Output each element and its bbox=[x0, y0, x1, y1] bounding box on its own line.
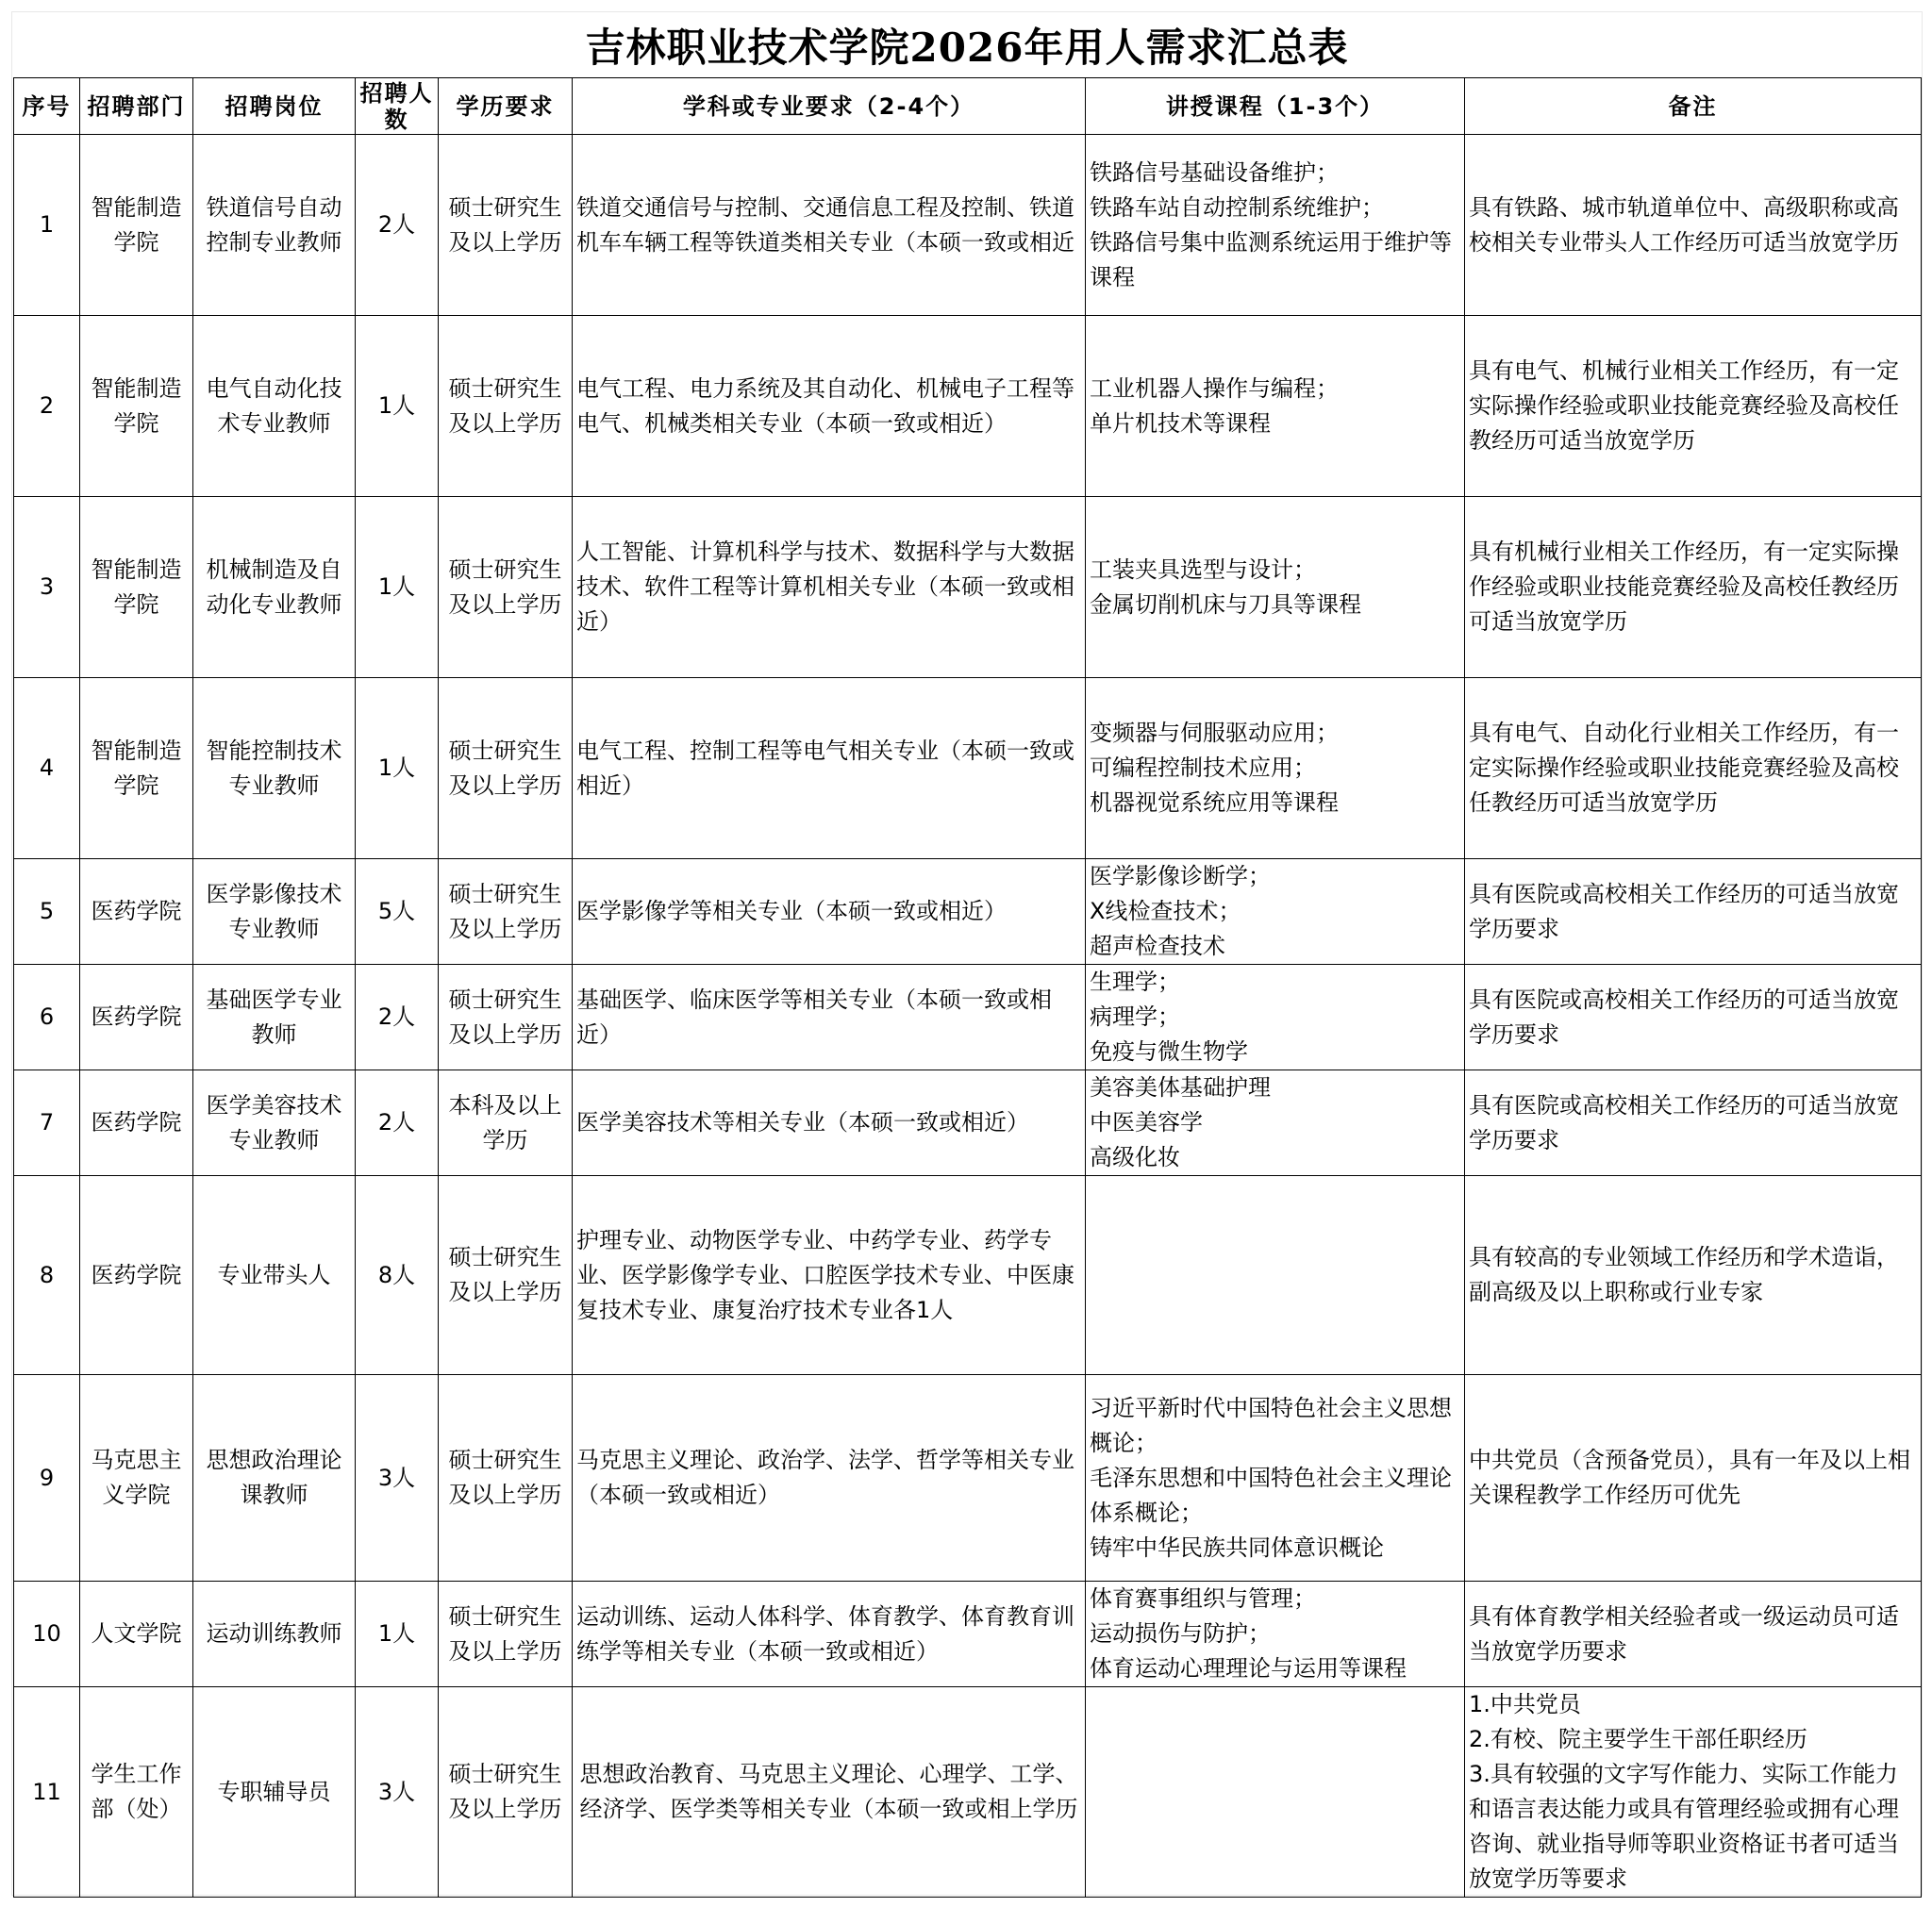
dept-cell: 医药学院 bbox=[80, 1070, 193, 1176]
note-cell: 具有医院或高校相关工作经历的可适当放宽学历要求 bbox=[1465, 1070, 1922, 1176]
recruitment-table bbox=[13, 77, 1922, 1898]
note-cell bbox=[1465, 1687, 1922, 1898]
course-line: 美容美体基础护理 bbox=[1090, 1074, 1271, 1101]
header-edu: 学历要求 bbox=[439, 78, 573, 135]
table-row bbox=[14, 1070, 1922, 1176]
course-line: 工装夹具选型与设计； bbox=[1090, 556, 1316, 583]
course-line: 工业机器人操作与编程； bbox=[1090, 374, 1339, 402]
count-cell: 1人 bbox=[356, 1582, 439, 1687]
count-cell: 3人 bbox=[356, 1375, 439, 1582]
course-line: 铁路信号基础设备维护； bbox=[1090, 158, 1339, 186]
table-row bbox=[14, 1375, 1922, 1582]
note-cell: 具有机械行业相关工作经历，有一定实际操作经验或职业技能竞赛经验及高校任教经历可适当放宽学历 bbox=[1465, 497, 1922, 678]
edu-cell: 硕士研究生及以上学历 bbox=[439, 1176, 573, 1375]
count-cell: 1人 bbox=[356, 316, 439, 497]
course-line: 病理学； bbox=[1090, 1003, 1180, 1030]
course-cell bbox=[1086, 678, 1465, 859]
note-cell: 具有较高的专业领域工作经历和学术造诣，副高级及以上职称或行业专家 bbox=[1465, 1176, 1922, 1375]
course-line: 铸牢中华民族共同体意识概论 bbox=[1090, 1534, 1384, 1561]
note-cell: 中共党员（含预备党员），具有一年及以上相关课程教学工作经历可优先 bbox=[1465, 1375, 1922, 1582]
row-number: 5 bbox=[14, 859, 80, 965]
major-cell: 护理专业、动物医学专业、中药学专业、药学专业、医学影像学专业、口腔医学技术专业、中医康复技术专业、康复治疗技术专业各1人 bbox=[573, 1176, 1086, 1375]
course-line: 中医美容学 bbox=[1090, 1109, 1203, 1136]
count-cell: 5人 bbox=[356, 859, 439, 965]
row-number: 1 bbox=[14, 135, 80, 316]
edu-cell: 本科及以上学历 bbox=[439, 1070, 573, 1176]
edu-cell: 硕士研究生及以上学历 bbox=[439, 678, 573, 859]
row-number: 10 bbox=[14, 1582, 80, 1687]
course-line: 毛泽东思想和中国特色社会主义理论体系概论； bbox=[1090, 1464, 1452, 1526]
major-cell: 人工智能、计算机科学与技术、数据科学与大数据技术、软件工程等计算机相关专业（本硕一致或相近） bbox=[573, 497, 1086, 678]
course-line: 医学影像诊断学； bbox=[1090, 863, 1271, 889]
course-line: 金属切削机床与刀具等课程 bbox=[1090, 590, 1361, 618]
dept-cell: 智能制造学院 bbox=[80, 316, 193, 497]
course-line: 习近平新时代中国特色社会主义思想概论； bbox=[1090, 1394, 1452, 1456]
table-row bbox=[14, 1687, 1922, 1898]
course-cell bbox=[1086, 1070, 1465, 1176]
post-cell: 电气自动化技术专业教师 bbox=[193, 316, 356, 497]
course-cell bbox=[1086, 965, 1465, 1070]
dept-cell: 学生工作部（处） bbox=[80, 1687, 193, 1898]
note-line: 1.中共党员 bbox=[1469, 1691, 1581, 1717]
dept-cell: 智能制造学院 bbox=[80, 135, 193, 316]
edu-cell: 硕士研究生及以上学历 bbox=[439, 1375, 573, 1582]
edu-cell: 硕士研究生及以上学历 bbox=[439, 316, 573, 497]
note-cell: 具有体育教学相关经验者或一级运动员可适当放宽学历要求 bbox=[1465, 1582, 1922, 1687]
dept-cell: 医药学院 bbox=[80, 859, 193, 965]
course-cell bbox=[1086, 1375, 1465, 1582]
dept-cell: 马克思主义学院 bbox=[80, 1375, 193, 1582]
course-line: 体育运动心理理论与运用等课程 bbox=[1090, 1655, 1407, 1682]
course-line: 单片机技术等课程 bbox=[1090, 409, 1271, 437]
header-dept: 招聘部门 bbox=[80, 78, 193, 135]
row-number: 2 bbox=[14, 316, 80, 497]
post-cell: 医学美容技术专业教师 bbox=[193, 1070, 356, 1176]
header-count: 招聘人数 bbox=[356, 78, 439, 135]
table-row bbox=[14, 497, 1922, 678]
dept-cell: 智能制造学院 bbox=[80, 678, 193, 859]
table-row bbox=[14, 859, 1922, 965]
table-row bbox=[14, 965, 1922, 1070]
major-cell: 电气工程、控制工程等电气相关专业（本硕一致或相近） bbox=[573, 678, 1086, 859]
post-cell: 专业带头人 bbox=[193, 1176, 356, 1375]
note-cell: 具有医院或高校相关工作经历的可适当放宽学历要求 bbox=[1465, 965, 1922, 1070]
major-cell: 铁道交通信号与控制、交通信息工程及控制、铁道机车车辆工程等铁道类相关专业（本硕一致或相近 bbox=[573, 135, 1086, 316]
page-title: 吉林职业技术学院2026年用人需求汇总表 bbox=[585, 25, 1349, 71]
course-cell bbox=[1086, 497, 1465, 678]
count-cell: 2人 bbox=[356, 965, 439, 1070]
course-line: 机器视觉系统应用等课程 bbox=[1090, 789, 1339, 816]
dept-cell: 医药学院 bbox=[80, 965, 193, 1070]
edu-cell: 硕士研究生及以上学历 bbox=[439, 859, 573, 965]
post-cell: 专职辅导员 bbox=[193, 1687, 356, 1898]
table-row bbox=[14, 316, 1922, 497]
edu-cell: 硕士研究生及以上学历 bbox=[439, 1582, 573, 1687]
count-cell: 8人 bbox=[356, 1176, 439, 1375]
course-cell bbox=[1086, 859, 1465, 965]
course-cell bbox=[1086, 1176, 1465, 1375]
course-line: 可编程控制技术应用； bbox=[1090, 755, 1316, 781]
course-line: 变频器与伺服驱动应用； bbox=[1090, 720, 1339, 746]
header-no: 序号 bbox=[14, 78, 80, 135]
row-number: 7 bbox=[14, 1070, 80, 1176]
course-cell bbox=[1086, 135, 1465, 316]
header-row bbox=[14, 78, 1922, 135]
edu-cell: 硕士研究生及以上学历 bbox=[439, 497, 573, 678]
dept-cell: 医药学院 bbox=[80, 1176, 193, 1375]
course-cell bbox=[1086, 1582, 1465, 1687]
course-line: 免疫与微生物学 bbox=[1090, 1038, 1248, 1065]
course-line: 高级化妆 bbox=[1090, 1144, 1180, 1170]
edu-cell: 硕士研究生及以上学历 bbox=[439, 135, 573, 316]
major-cell: 基础医学、临床医学等相关专业（本硕一致或相近） bbox=[573, 965, 1086, 1070]
course-line: X线检查技术； bbox=[1090, 898, 1241, 924]
major-cell: 医学美容技术等相关专业（本硕一致或相近） bbox=[573, 1070, 1086, 1176]
note-cell: 具有铁路、城市轨道单位中、高级职称或高校相关专业带头人工作经历可适当放宽学历 bbox=[1465, 135, 1922, 316]
row-number: 3 bbox=[14, 497, 80, 678]
edu-cell: 硕士研究生及以上学历 bbox=[439, 965, 573, 1070]
post-cell: 智能控制技术专业教师 bbox=[193, 678, 356, 859]
row-number: 9 bbox=[14, 1375, 80, 1582]
post-cell: 铁道信号自动控制专业教师 bbox=[193, 135, 356, 316]
course-cell bbox=[1086, 316, 1465, 497]
post-cell: 思想政治理论课教师 bbox=[193, 1375, 356, 1582]
post-cell: 基础医学专业教师 bbox=[193, 965, 356, 1070]
note-line: 2.有校、院主要学生干部任职经历 bbox=[1469, 1726, 1807, 1752]
course-line: 运动损伤与防护； bbox=[1090, 1620, 1271, 1647]
row-number: 8 bbox=[14, 1176, 80, 1375]
row-number: 11 bbox=[14, 1687, 80, 1898]
header-course: 讲授课程（1-3个） bbox=[1086, 78, 1465, 135]
post-cell: 医学影像技术专业教师 bbox=[193, 859, 356, 965]
table-row bbox=[14, 678, 1922, 859]
course-line: 铁路车站自动控制系统维护； bbox=[1090, 193, 1384, 221]
table-row bbox=[14, 1176, 1922, 1375]
dept-cell: 人文学院 bbox=[80, 1582, 193, 1687]
count-cell: 3人 bbox=[356, 1687, 439, 1898]
major-cell: 思想政治教育、马克思主义理论、心理学、工学、经济学、医学类等相关专业（本硕一致或相上学历 bbox=[573, 1687, 1086, 1898]
row-number: 4 bbox=[14, 678, 80, 859]
count-cell: 1人 bbox=[356, 497, 439, 678]
course-line: 体育赛事组织与管理； bbox=[1090, 1585, 1316, 1612]
row-number: 6 bbox=[14, 965, 80, 1070]
table-row bbox=[14, 135, 1922, 316]
note-cell: 具有电气、机械行业相关工作经历，有一定实际操作经验或职业技能竞赛经验及高校任教经历可适当放宽学历 bbox=[1465, 316, 1922, 497]
course-line: 铁路信号集中监测系统运用于维护等课程 bbox=[1090, 228, 1452, 290]
course-line: 生理学； bbox=[1090, 969, 1180, 995]
count-cell: 2人 bbox=[356, 1070, 439, 1176]
note-cell: 具有医院或高校相关工作经历的可适当放宽学历要求 bbox=[1465, 859, 1922, 965]
major-cell: 电气工程、电力系统及其自动化、机械电子工程等电气、机械类相关专业（本硕一致或相近） bbox=[573, 316, 1086, 497]
post-cell: 机械制造及自动化专业教师 bbox=[193, 497, 356, 678]
major-cell: 马克思主义理论、政治学、法学、哲学等相关专业（本硕一致或相近） bbox=[573, 1375, 1086, 1582]
major-cell: 医学影像学等相关专业（本硕一致或相近） bbox=[573, 859, 1086, 965]
table-row bbox=[14, 1582, 1922, 1687]
header-post: 招聘岗位 bbox=[193, 78, 356, 135]
header-note: 备注 bbox=[1465, 78, 1922, 135]
header-major: 学科或专业要求（2-4个） bbox=[573, 78, 1086, 135]
count-cell: 2人 bbox=[356, 135, 439, 316]
edu-cell: 硕士研究生及以上学历 bbox=[439, 1687, 573, 1898]
course-cell bbox=[1086, 1687, 1465, 1898]
major-cell: 运动训练、运动人体科学、体育教学、体育教育训练学等相关专业（本硕一致或相近） bbox=[573, 1582, 1086, 1687]
dept-cell: 智能制造学院 bbox=[80, 497, 193, 678]
count-cell: 1人 bbox=[356, 678, 439, 859]
note-line: 3.具有较强的文字写作能力、实际工作能力和语言表达能力或具有管理经验或拥有心理咨询、就业指导师等职业资格证书者可适当放宽学历等要求 bbox=[1469, 1761, 1899, 1892]
course-line: 超声检查技术 bbox=[1090, 933, 1225, 959]
post-cell: 运动训练教师 bbox=[193, 1582, 356, 1687]
note-cell: 具有电气、自动化行业相关工作经历，有一定实际操作经验或职业技能竞赛经验及高校任教经历可适当放宽学历 bbox=[1465, 678, 1922, 859]
